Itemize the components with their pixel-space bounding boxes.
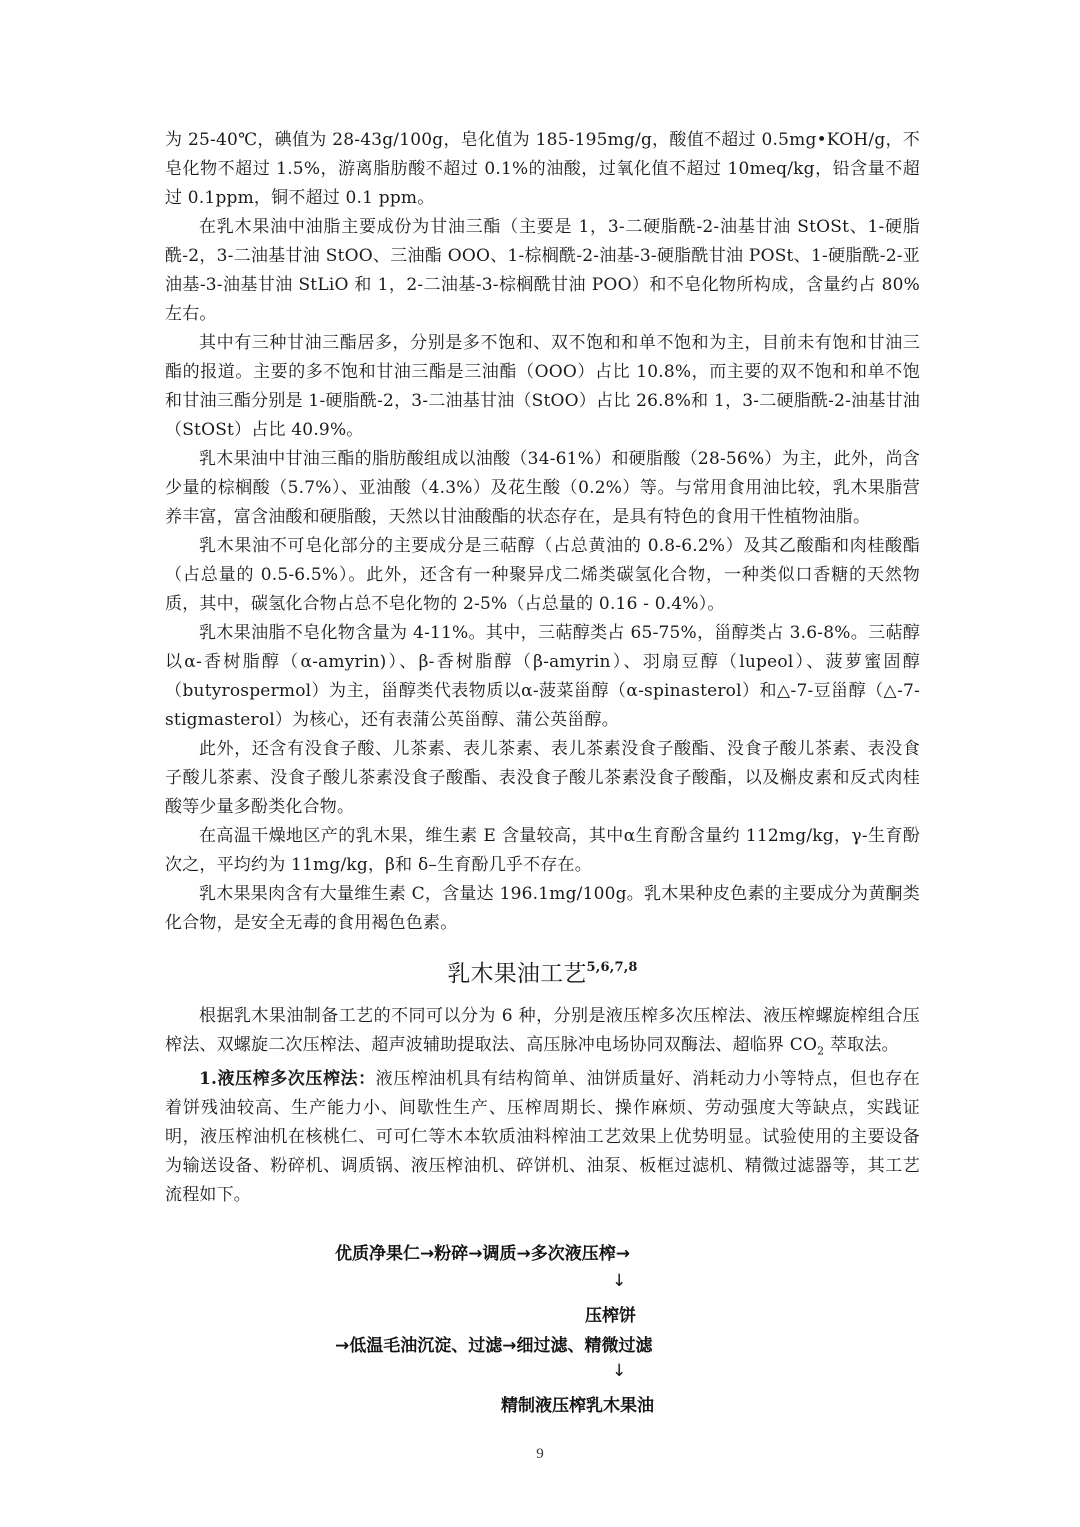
section-references: 5,6,7,8 (586, 960, 638, 975)
body-text (165, 126, 920, 1210)
paragraph: 为 25-40℃，碘值为 28-43g/100g，皂化值为 185-195mg/g，酸值不超过 0.5mg•KOH/g，不皂化物不超过 1.5%，游离脂肪酸不超过 0.1%的油酸，过氧化值不超过 10meq/kg，铅含量不超过 0.1ppm，铜不超过 0.1 ppm。 (165, 130, 920, 208)
paragraph (165, 1002, 920, 1065)
paragraph: 乳木果油中甘油三酯的脂肪酸组成以油酸（34-61%）和硬脂酸（28-56%）为主，此外，尚含少量的棕榈酸（5.7%）、亚油酸（4.3%）及花生酸（0.2%）等。与常用食用油比较，乳木果脂营养丰富，富含油酸和硬脂酸，天然以甘油酸酯的状态存在，是具有特色的食用干性植物油脂。 (165, 449, 920, 527)
paragraph: 在乳木果油中油脂主要成份为甘油三酯（主要是 1，3-二硬脂酰-2-油基甘油 StOSt、1-硬脂酰-2，3-二油基甘油 StOO、三油酯 OOO、1-棕榈酰-2-油基-3-硬脂酰甘油 POSt、1-硬脂酰-2-亚油基-3-油基甘油 StLiO 和 1，2-二油基-3-棕榈酰甘油 POO）和不皂化物所构成，含量约占 80%左右。 (165, 217, 920, 324)
paragraph-text: 根据乳木果油制备工艺的不同可以分为 6 种，分别是液压榨多次压榨法、液压榨螺旋榨组合压榨法、双螺旋二次压榨法、超声波辅助提取法、高压脉冲电场协同双酶法、超临界 CO (165, 1006, 920, 1055)
down-arrow-icon: ↓ (612, 1361, 627, 1381)
method-heading: 1.液压榨多次压榨法： (199, 1069, 376, 1090)
flow-step-1: 优质净果仁→粉碎→调质→多次液压榨→ (335, 1244, 630, 1264)
section-title: 乳木果油工艺 (447, 961, 587, 987)
paragraph-text: 液压榨油机具有结构简单、油饼质量好、消耗动力小等特点，但也存在着饼残油较高、生产能力小、间歇性生产、压榨周期长、操作麻烦、劳动强度大等缺点，实践证明，液压榨油机在核桃仁、可可仁等木本软质油料榨油工艺效果上优势明显。试验使用的主要设备为输送设备、粉碎机、调质锅、液压榨油机、碎饼机、油泵、板框过滤机、精微过滤器等，其工艺流程如下。 (165, 1069, 921, 1206)
paragraph: 乳木果油脂不皂化物含量为 4-11%。其中，三萜醇类占 65-75%，甾醇类占 3.6-8%。三萜醇以α-香树脂醇（α-amyrin)）、β-香树脂醇（β-amyrin）、羽扇豆醇（lupeol）、菠萝蜜固醇（butyrospermol）为主，甾醇类代表物质以α-菠菜甾醇（α-spinasterol）和△-7-豆甾醇（△-7-stigmasterol）为核心，还有表蒲公英甾醇、蒲公英甾醇。 (165, 623, 920, 730)
flow-step-3: →低温毛油沉淀、过滤→细过滤、精微过滤 (335, 1336, 653, 1356)
paragraph: 其中有三种甘油三酯居多，分别是多不饱和、双不饱和和单不饱和为主，目前未有饱和甘油三酯的报道。主要的多不饱和甘油三酯是三油酯（OOO）占比 10.8%，而主要的双不饱和和单不饱和甘油三酯分别是 1-硬脂酰-2，3-二油基甘油（StOO）占比 26.8%和 1，3-二硬脂酰-2-油基甘油（StOSt）占比 40.9%。 (165, 333, 920, 440)
page-number: 9 (536, 1446, 544, 1462)
paragraph (165, 1065, 920, 1210)
paragraph: 乳木果果肉含有大量维生素 C，含量达 196.1mg/100g。乳木果种皮色素的主要成分为黄酮类化合物，是安全无毒的食用褐色色素。 (165, 884, 920, 933)
flow-step-2: 压榨饼 (585, 1306, 636, 1326)
flow-step-4: 精制液压榨乳木果油 (501, 1396, 654, 1416)
paragraph: 在高温干燥地区产的乳木果，维生素 E 含量较高，其中α生育酚含量约 112mg/kg，γ-生育酚次之，平均约为 11mg/kg，β和 δ–生育酚几乎不存在。 (165, 826, 920, 875)
process-flow-diagram (165, 1233, 920, 1418)
paragraph-text: 萃取法。 (824, 1035, 899, 1055)
down-arrow-icon: ↓ (612, 1271, 627, 1291)
subscript: 2 (817, 1044, 825, 1058)
section-heading (165, 952, 920, 990)
paragraph: 乳木果油不可皂化部分的主要成分是三萜醇（占总黄油的 0.8-6.2%）及其乙酸酯和肉桂酸酯（占总量的 0.5-6.5%）。此外，还含有一种聚异戊二烯类碳氢化合物，一种类似口香糖的天然物质，其中，碳氢化合物占总不皂化物的 2-5%（占总量的 0.16 - 0.4%）。 (165, 536, 920, 614)
paragraph: 此外，还含有没食子酸、儿茶素、表儿茶素、表儿茶素没食子酸酯、没食子酸儿茶素、表没食子酸儿茶素、没食子酸儿茶素没食子酸酯、表没食子酸儿茶素没食子酸酯，以及槲皮素和反式肉桂酸等少量多酚类化合物。 (165, 739, 920, 817)
